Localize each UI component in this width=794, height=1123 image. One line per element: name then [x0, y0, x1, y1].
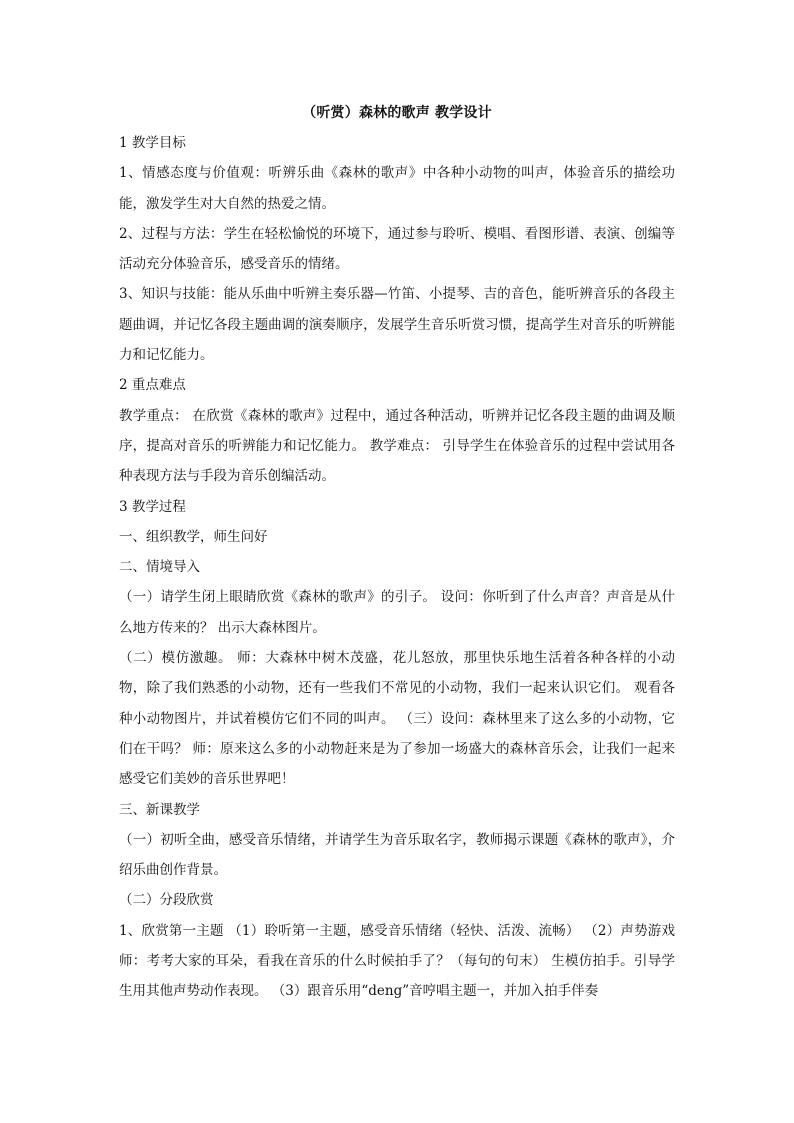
section-heading-objectives: 1 教学目标 — [119, 135, 186, 151]
paragraph: 1、欣赏第一主题 （1）聆听第一主题，感受音乐情绪（轻快、活泼、流畅） （2）声势游戏 师：考考大家的耳朵，看我在音乐的什么时候拍手了？（每句的句末） 生模仿拍手。引导学生用其他声势动作表现。 （3）跟音乐用“deng”音哼唱主题一，并加入拍手伴奏 — [119, 922, 675, 1000]
paragraph: 1、情感态度与价值观：听辨乐曲《森林的歌声》中各种小动物的叫声，体验音乐的描绘功能，激发学生对大自然的热爱之情。 — [119, 165, 675, 212]
section-heading-key-points: 2 重点难点 — [119, 377, 186, 394]
paragraph: 教学重点： 在欣赏《森林的歌声》过程中，通过各种活动，听辨并记忆各段主题的曲调及顺序，提高对音乐的听辨能力和记忆能力。 教学难点： 引导学生在体验音乐的过程中尝试用各种表现方法与手段为音乐创编活动。 — [119, 407, 675, 485]
section-heading-process: 3 教学过程 — [119, 498, 186, 515]
paragraph: 一、组织教学，师生问好 — [119, 528, 268, 545]
paragraph: 3、知识与技能：能从乐曲中听辨主奏乐器—竹笛、小提琴、吉的音色，能听辨音乐的各段主题曲调，并记忆各段主题曲调的演奏顺序，发展学生音乐听赏习惯，提高学生对音乐的听辨能力和记忆能力。 — [119, 286, 675, 364]
paragraph: 二、情境导入 — [119, 559, 200, 576]
paragraph: （一）请学生闭上眼睛欣赏《森林的歌声》的引子。 设问：你听到了什么声音？声音是从什么地方传来的？ 出示大森林图片。 — [119, 589, 675, 636]
paragraph: （一）初听全曲，感受音乐情绪，并请学生为音乐取名字，教师揭示课题《森林的歌声》，介绍乐曲创作背景。 — [119, 831, 675, 879]
document-title: （听赏）森林的歌声 教学设计 — [302, 105, 492, 121]
document-body — [119, 128, 675, 1007]
paragraph: （二）分段欣赏 — [119, 892, 214, 909]
paragraph: 三、新课教学 — [119, 801, 200, 818]
paragraph: （二）模仿激趣。 师：大森林中树木茂盛，花儿怒放，那里快乐地生活着各种各样的小动物，除了我们熟悉的小动物，还有一些我们不常见的小动物，我们一起来认识它们。 观看各种小动物图片，并试着模仿它们不同的叫声。 （三）设问：森林里来了这么多的小动物，它们在干吗？ 师：原来这么多的小动物赶来是为了参加一场盛大的森林音乐会，让我们一起来感受它们美妙的音乐世界吧！ — [119, 650, 675, 788]
paragraph: 2、过程与方法：学生在轻松愉悦的环境下，通过参与聆听、模唱、看图形谱、表演、创编等活动充分体验音乐，感受音乐的情绪。 — [119, 225, 675, 273]
